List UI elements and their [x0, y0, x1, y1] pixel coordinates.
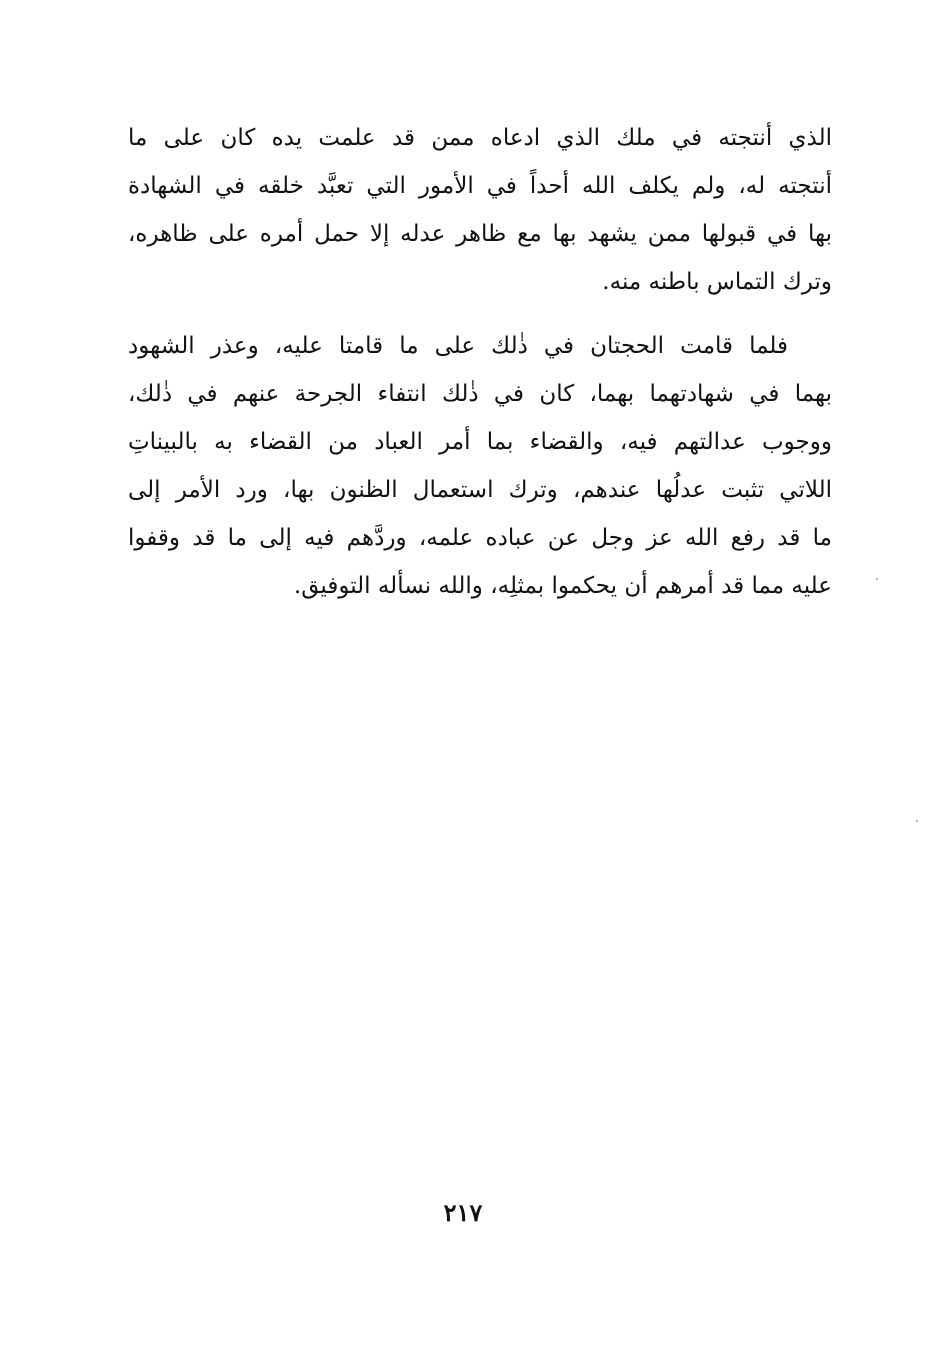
text-line: فلما قامت الحجتان في ذٰلك على ما قامتا عليه، وعذر الشهود	[128, 333, 788, 359]
scan-speck	[876, 578, 878, 580]
text-line: وترك التماس باطنه منه.	[602, 269, 832, 295]
text-line: ما قد رفع الله عز وجل عن عباده علمه، وردَّهم فيه إلى ما قد وقفوا	[128, 525, 832, 551]
text-line: بهما في شهادتهما بهما، كان في ذٰلك انتفاء الجرحة عنهم في ذٰلك،	[128, 381, 832, 407]
page-number: ٢١٧	[443, 1198, 483, 1227]
paragraph-2	[128, 322, 832, 610]
paragraph-1	[128, 114, 832, 306]
text-line: أنتجته له، ولم يكلف الله أحداً في الأمور التي تعبَّد خلقه في الشهادة	[128, 173, 832, 199]
text-line: بها في قبولها ممن يشهد بها مع ظاهر عدله إلا حمل أمره على ظاهره،	[128, 221, 832, 247]
text-line: ووجوب عدالتهم فيه، والقضاء بما أمر العباد من القضاء به بالبيناتِ	[128, 429, 832, 455]
scan-speck	[916, 820, 918, 822]
text-line: عليه مما قد أمرهم أن يحكموا بمثلِه، والله نسأله التوفيق.	[293, 573, 832, 599]
text-line: اللاتي تثبت عدلُها عندهم، وترك استعمال الظنون بها، ورد الأمر إلى	[128, 477, 832, 503]
text-line: الذي أنتجته في ملك الذي ادعاه ممن قد علمت يده كان على ما	[128, 125, 832, 151]
